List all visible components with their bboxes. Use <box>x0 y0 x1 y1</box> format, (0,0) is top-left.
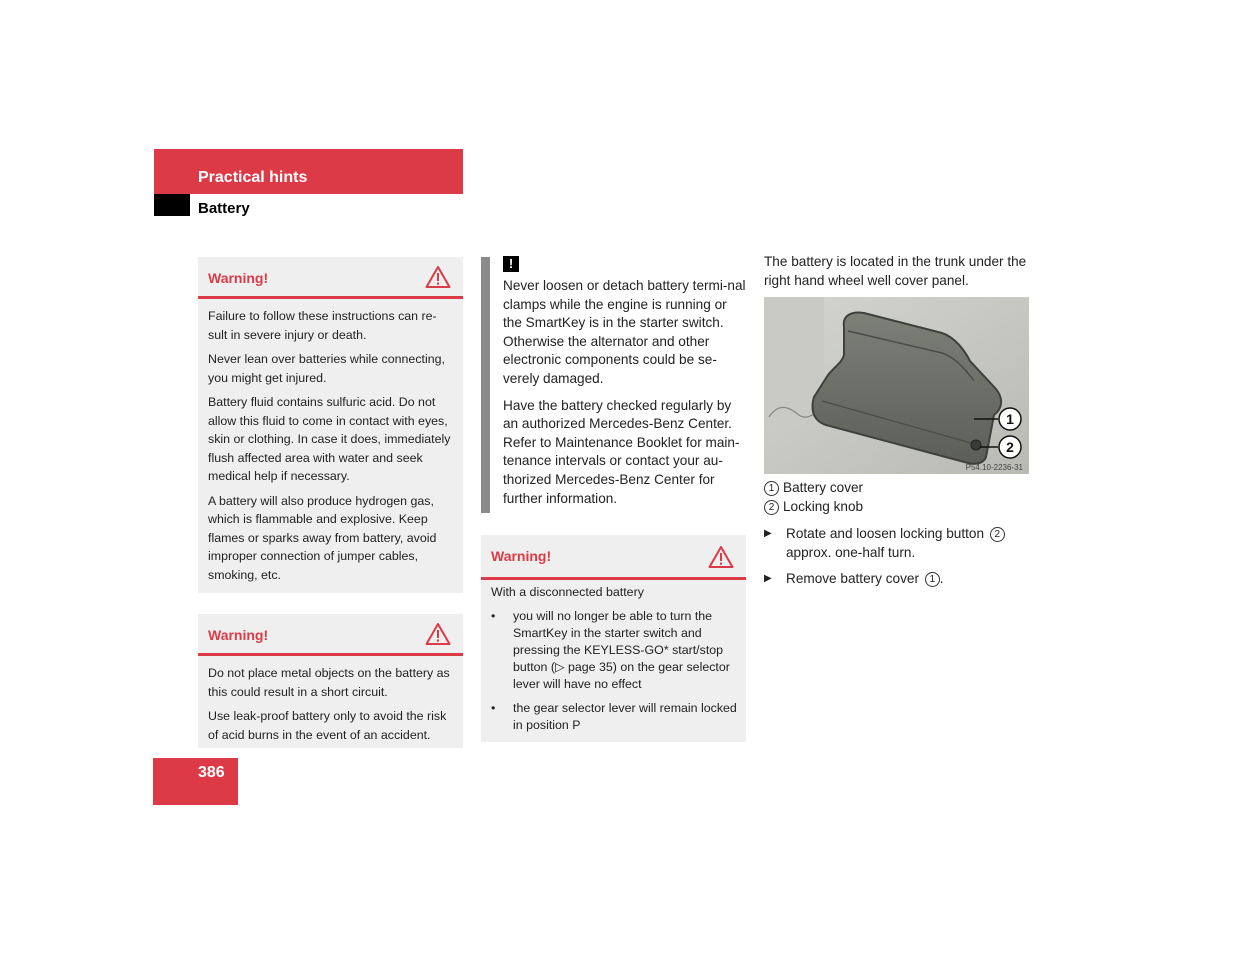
notice-exclamation-icon: ! <box>503 256 519 272</box>
warning-paragraph: Do not place metal objects on the battery as this could result in a short circuit. <box>208 666 450 699</box>
list-item <box>491 608 738 693</box>
warning-paragraph: Failure to follow these instructions can re-sult in severe injury or death. <box>208 309 437 342</box>
instruction-step <box>764 570 1034 589</box>
callout-item <box>764 479 1034 498</box>
subsection-title: Battery <box>198 200 250 217</box>
page-number-tab <box>153 758 238 805</box>
warning-label: Warning! <box>208 270 269 286</box>
warning-box-hazards <box>198 257 463 593</box>
subsection-marker <box>154 194 190 216</box>
callout-number: 2 <box>764 500 779 515</box>
notice-paragraph: Have the battery checked regularly by an authorized Mercedes-Benz Center. Refer to Maintenance Booklet for main-tenance intervals or contact your au-thorized Mercedes-Benz Center for further information. <box>503 397 740 506</box>
warning-box-disconnected-battery <box>481 535 746 742</box>
svg-text:2: 2 <box>1006 439 1014 455</box>
callout-label: Locking knob <box>783 499 864 514</box>
instruction-step <box>764 525 1034 562</box>
callout-number: 2 <box>990 527 1005 542</box>
warning-label: Warning! <box>208 627 269 643</box>
step-instruction: Remove battery cover <box>786 571 919 586</box>
step-instruction-cont: . <box>939 571 944 586</box>
notice-paragraph: Never loosen or detach battery termi-nal clamps while the engine is running or the SmartKey is in the starter switch. Otherwise the alternator and other electronic components could be se-verely damaged. <box>503 278 746 386</box>
notice-bar <box>481 257 490 513</box>
warning-triangle-icon <box>425 622 451 646</box>
warning-bullet-list <box>491 608 738 734</box>
callout-number: 1 <box>925 572 940 587</box>
warning-paragraph: Never lean over batteries while connecting, you might get injured. <box>208 352 445 385</box>
warning-text <box>491 583 738 741</box>
step-text <box>764 525 1034 562</box>
warning-header <box>198 257 463 299</box>
notice-text <box>503 277 749 516</box>
bullet-text: you will no longer be able to turn the SmartKey in the starter switch and pressing the KEYLESS-GO* start/stop button (▷ page 35) on the gear selector lever will have no effect <box>513 608 730 691</box>
bullet: • <box>491 608 496 623</box>
step-arrow-icon: ▶ <box>764 528 772 539</box>
warning-label: Warning! <box>491 548 552 564</box>
warning-paragraph: Battery fluid contains sulfuric acid. Do not allow this fluid to come in contact with eyes, skin or clothing. In case it does, immediately flush affected area with water and seek medical help if necessary. <box>208 395 451 483</box>
warning-header <box>198 614 463 656</box>
page-number: 386 <box>198 764 225 781</box>
warning-box-metal-objects <box>198 614 463 748</box>
warning-intro: With a disconnected battery <box>491 585 644 599</box>
step-arrow-icon: ▶ <box>764 573 772 584</box>
warning-triangle-icon <box>708 545 734 569</box>
step-instruction: Rotate and loosen locking button <box>786 526 985 541</box>
callout-number: 1 <box>764 481 779 496</box>
battery-cover-photo <box>764 297 1029 474</box>
warning-text <box>208 664 455 750</box>
image-code: P54.10-2236-31 <box>965 463 1023 472</box>
callout-item <box>764 498 1034 517</box>
battery-cover-illustration <box>764 297 1029 474</box>
section-title: Practical hints <box>198 169 308 186</box>
warning-triangle-icon <box>425 265 451 289</box>
list-item <box>491 700 738 734</box>
step-instruction-cont: approx. one-half turn. <box>786 544 916 560</box>
warning-header <box>481 535 746 580</box>
svg-text:1: 1 <box>1006 411 1014 427</box>
bullet: • <box>491 700 496 715</box>
step-text <box>764 570 1034 589</box>
warning-paragraph: A battery will also produce hydrogen gas, which is flammable and explosive. Keep flames or sparks away from battery, avoid improper connection of jumper cables, smoking, etc. <box>208 493 437 582</box>
warning-paragraph: Use leak-proof battery only to avoid the risk of acid burns in the event of an accident. <box>208 709 447 742</box>
bullet-text: the gear selector lever will remain locked in position P <box>513 700 737 732</box>
callout-label: Battery cover <box>783 480 864 495</box>
warning-text <box>208 307 455 590</box>
location-intro: The battery is located in the trunk under the right hand wheel well cover panel. <box>764 254 1027 288</box>
